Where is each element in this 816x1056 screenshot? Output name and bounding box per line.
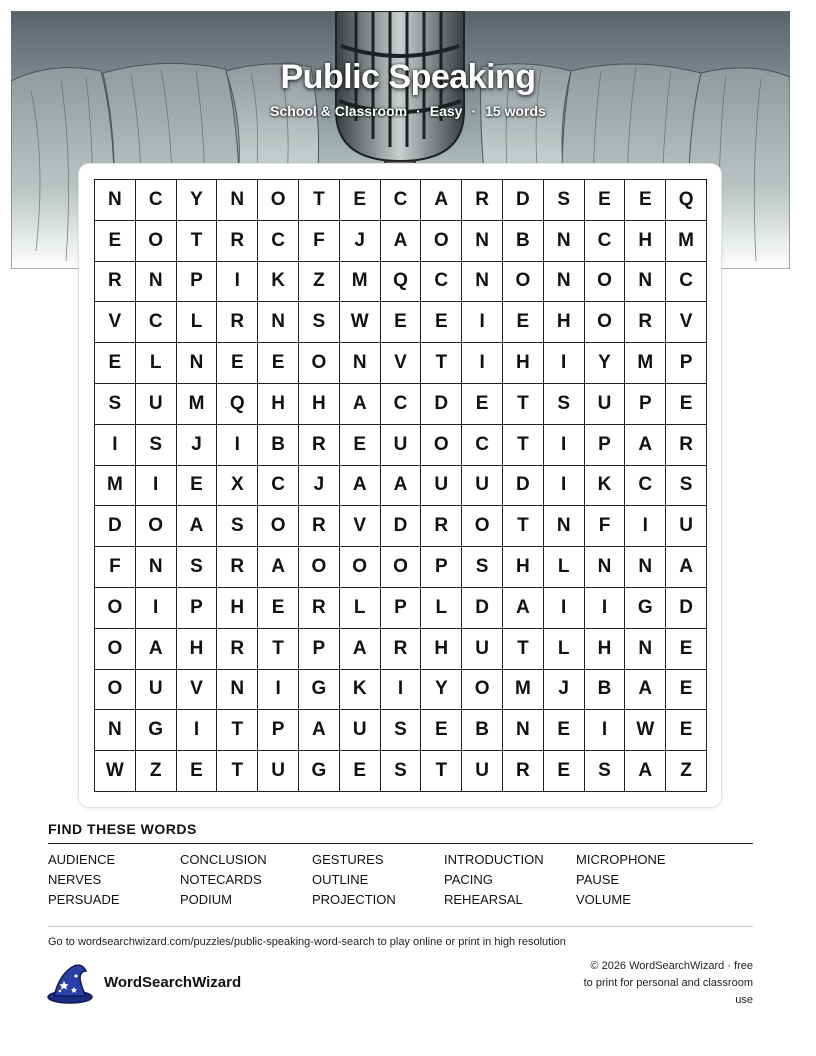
grid-cell[interactable]: P xyxy=(177,588,218,629)
word-count-label: 15 words xyxy=(485,103,546,119)
grid-cell[interactable]: O xyxy=(340,547,381,588)
grid-cell[interactable]: T xyxy=(503,506,544,547)
word-list-item: CONCLUSION xyxy=(180,852,267,867)
grid-cell[interactable]: P xyxy=(299,629,340,670)
grid-cell[interactable]: E xyxy=(666,629,707,670)
grid-cell[interactable]: P xyxy=(177,262,218,303)
grid-cell[interactable]: R xyxy=(421,506,462,547)
grid-cell[interactable]: T xyxy=(177,221,218,262)
grid-cell[interactable]: Z xyxy=(136,751,177,792)
grid-cell[interactable]: C xyxy=(462,425,503,466)
grid-cell[interactable]: Y xyxy=(585,343,626,384)
grid-cell[interactable]: B xyxy=(585,670,626,711)
find-words-heading: FIND THESE WORDS xyxy=(48,821,197,837)
grid-cell[interactable]: N xyxy=(217,670,258,711)
grid-cell[interactable]: V xyxy=(95,302,136,343)
grid-cell[interactable]: C xyxy=(381,180,422,221)
grid-cell[interactable]: R xyxy=(217,221,258,262)
grid-cell[interactable]: S xyxy=(95,384,136,425)
grid-cell[interactable]: A xyxy=(299,710,340,751)
grid-cell[interactable]: E xyxy=(503,302,544,343)
grid-cell[interactable]: R xyxy=(462,180,503,221)
grid-cell[interactable]: S xyxy=(462,547,503,588)
grid-cell[interactable]: E xyxy=(258,588,299,629)
grid-cell[interactable]: E xyxy=(544,710,585,751)
word-list-item: NERVES xyxy=(48,872,102,887)
grid-cell[interactable]: J xyxy=(299,466,340,507)
grid-cell[interactable]: A xyxy=(340,629,381,670)
grid-cell[interactable]: I xyxy=(585,588,626,629)
grid-cell[interactable]: Y xyxy=(177,180,218,221)
puzzle-meta xyxy=(0,103,816,119)
grid-cell[interactable]: W xyxy=(95,751,136,792)
grid-cell[interactable]: K xyxy=(585,466,626,507)
grid-cell[interactable]: S xyxy=(544,180,585,221)
letter-grid[interactable] xyxy=(94,179,707,792)
grid-cell[interactable]: H xyxy=(544,302,585,343)
grid-cell[interactable]: K xyxy=(340,670,381,711)
grid-cell[interactable]: I xyxy=(136,588,177,629)
grid-cell[interactable]: V xyxy=(666,302,707,343)
grid-cell[interactable]: O xyxy=(585,262,626,303)
grid-cell[interactable]: C xyxy=(381,384,422,425)
grid-cell[interactable]: F xyxy=(95,547,136,588)
grid-cell[interactable]: I xyxy=(544,343,585,384)
grid-cell[interactable]: N xyxy=(462,262,503,303)
grid-cell[interactable]: L xyxy=(136,343,177,384)
grid-cell[interactable]: H xyxy=(503,343,544,384)
grid-cell[interactable]: E xyxy=(177,751,218,792)
grid-cell[interactable]: A xyxy=(381,221,422,262)
grid-cell[interactable]: J xyxy=(544,670,585,711)
grid-cell[interactable]: M xyxy=(177,384,218,425)
grid-cell[interactable]: O xyxy=(95,670,136,711)
grid-cell[interactable]: O xyxy=(95,588,136,629)
grid-cell[interactable]: H xyxy=(503,547,544,588)
word-list-item: PACING xyxy=(444,872,493,887)
grid-cell[interactable]: G xyxy=(299,670,340,711)
grid-cell[interactable]: S xyxy=(381,710,422,751)
grid-cell[interactable]: Q xyxy=(666,180,707,221)
grid-cell[interactable]: I xyxy=(217,262,258,303)
grid-cell[interactable]: C xyxy=(258,221,299,262)
grid-cell[interactable]: E xyxy=(421,302,462,343)
grid-cell[interactable]: V xyxy=(340,506,381,547)
grid-cell[interactable]: H xyxy=(217,588,258,629)
grid-cell[interactable]: S xyxy=(544,384,585,425)
grid-cell[interactable]: I xyxy=(462,343,503,384)
grid-cell[interactable]: O xyxy=(585,302,626,343)
grid-cell[interactable]: S xyxy=(585,751,626,792)
grid-cell[interactable]: N xyxy=(95,710,136,751)
grid-cell[interactable]: U xyxy=(421,466,462,507)
word-list-item: REHEARSAL xyxy=(444,892,523,907)
grid-cell[interactable]: S xyxy=(666,466,707,507)
grid-cell[interactable]: D xyxy=(462,588,503,629)
grid-cell[interactable]: U xyxy=(340,710,381,751)
grid-cell[interactable]: D xyxy=(503,466,544,507)
word-list-item: OUTLINE xyxy=(312,872,369,887)
grid-cell[interactable]: H xyxy=(299,384,340,425)
grid-cell[interactable]: U xyxy=(462,751,503,792)
grid-cell[interactable]: A xyxy=(340,384,381,425)
grid-cell[interactable]: R xyxy=(217,629,258,670)
divider xyxy=(48,843,753,844)
grid-cell[interactable]: B xyxy=(503,221,544,262)
grid-cell[interactable]: G xyxy=(136,710,177,751)
grid-cell[interactable]: I xyxy=(136,466,177,507)
grid-cell[interactable]: U xyxy=(462,466,503,507)
grid-cell[interactable]: Q xyxy=(381,262,422,303)
grid-cell[interactable]: A xyxy=(625,425,666,466)
grid-cell[interactable]: N xyxy=(503,710,544,751)
grid-cell[interactable]: O xyxy=(95,629,136,670)
grid-cell[interactable]: E xyxy=(666,670,707,711)
grid-cell[interactable]: I xyxy=(95,425,136,466)
grid-cell[interactable]: O xyxy=(503,262,544,303)
grid-cell[interactable]: E xyxy=(340,751,381,792)
grid-cell[interactable]: O xyxy=(258,506,299,547)
grid-cell[interactable]: W xyxy=(625,710,666,751)
word-list-item: GESTURES xyxy=(312,852,384,867)
grid-cell[interactable]: O xyxy=(258,180,299,221)
grid-cell[interactable]: T xyxy=(421,751,462,792)
grid-cell[interactable]: I xyxy=(544,466,585,507)
grid-cell[interactable]: U xyxy=(585,384,626,425)
grid-cell[interactable]: L xyxy=(544,547,585,588)
grid-cell[interactable]: R xyxy=(299,425,340,466)
grid-cell[interactable]: T xyxy=(217,751,258,792)
grid-cell[interactable]: H xyxy=(177,629,218,670)
grid-cell[interactable]: Y xyxy=(421,670,462,711)
grid-cell[interactable]: I xyxy=(177,710,218,751)
grid-cell[interactable]: E xyxy=(462,384,503,425)
word-list-item: PODIUM xyxy=(180,892,232,907)
grid-cell[interactable]: N xyxy=(136,262,177,303)
grid-cell[interactable]: I xyxy=(217,425,258,466)
grid-cell[interactable]: F xyxy=(585,506,626,547)
grid-cell[interactable]: C xyxy=(666,262,707,303)
wizard-hat-icon xyxy=(46,963,94,1010)
grid-cell[interactable]: Z xyxy=(666,751,707,792)
grid-cell[interactable]: V xyxy=(177,670,218,711)
grid-cell[interactable]: D xyxy=(381,506,422,547)
grid-cell[interactable]: U xyxy=(136,670,177,711)
word-list-item: AUDIENCE xyxy=(48,852,116,867)
grid-cell[interactable]: T xyxy=(217,710,258,751)
grid-cell[interactable]: O xyxy=(299,547,340,588)
grid-cell[interactable]: E xyxy=(585,180,626,221)
grid-cell[interactable]: O xyxy=(136,221,177,262)
grid-cell[interactable]: L xyxy=(340,588,381,629)
grid-cell[interactable]: W xyxy=(340,302,381,343)
grid-cell[interactable]: I xyxy=(462,302,503,343)
grid-cell[interactable]: E xyxy=(340,425,381,466)
grid-cell[interactable]: R xyxy=(381,629,422,670)
grid-cell[interactable]: R xyxy=(217,302,258,343)
grid-cell[interactable]: A xyxy=(625,751,666,792)
grid-cell[interactable]: R xyxy=(666,425,707,466)
grid-cell[interactable]: P xyxy=(381,588,422,629)
grid-cell[interactable]: E xyxy=(95,343,136,384)
grid-cell[interactable]: E xyxy=(421,710,462,751)
grid-cell[interactable]: E xyxy=(625,180,666,221)
grid-cell[interactable]: A xyxy=(625,670,666,711)
grid-cell[interactable]: O xyxy=(421,221,462,262)
grid-cell[interactable]: O xyxy=(421,425,462,466)
separator-dot: · xyxy=(416,103,421,119)
word-list-item: PERSUADE xyxy=(48,892,120,907)
grid-cell[interactable]: I xyxy=(544,425,585,466)
word-list-item: NOTECARDS xyxy=(180,872,262,887)
grid-cell[interactable]: E xyxy=(544,751,585,792)
difficulty-label: Easy xyxy=(429,103,463,119)
grid-cell[interactable]: J xyxy=(177,425,218,466)
grid-cell[interactable]: E xyxy=(340,180,381,221)
grid-cell[interactable]: I xyxy=(381,670,422,711)
grid-cell[interactable]: D xyxy=(503,180,544,221)
copyright-note: © 2026 WordSearchWizard · free to print for personal and classroom use xyxy=(583,960,753,1006)
grid-cell[interactable]: N xyxy=(544,221,585,262)
grid-cell[interactable]: K xyxy=(258,262,299,303)
grid-cell[interactable]: H xyxy=(585,629,626,670)
grid-cell[interactable]: A xyxy=(666,547,707,588)
grid-cell[interactable]: C xyxy=(136,302,177,343)
grid-cell[interactable]: U xyxy=(136,384,177,425)
grid-cell[interactable]: P xyxy=(625,384,666,425)
grid-cell[interactable]: T xyxy=(299,180,340,221)
grid-cell[interactable]: Z xyxy=(299,262,340,303)
grid-cell[interactable]: V xyxy=(381,343,422,384)
grid-cell[interactable]: T xyxy=(503,629,544,670)
grid-cell[interactable]: J xyxy=(340,221,381,262)
grid-cell[interactable]: D xyxy=(95,506,136,547)
word-list-item: MICROPHONE xyxy=(576,852,666,867)
grid-cell[interactable]: P xyxy=(421,547,462,588)
grid-cell[interactable]: I xyxy=(585,710,626,751)
word-list-item: PROJECTION xyxy=(312,892,396,907)
grid-cell[interactable]: A xyxy=(421,180,462,221)
grid-cell[interactable]: S xyxy=(381,751,422,792)
grid-cell[interactable]: L xyxy=(421,588,462,629)
grid-cell[interactable]: U xyxy=(381,425,422,466)
grid-cell[interactable]: A xyxy=(340,466,381,507)
grid-cell[interactable]: E xyxy=(177,466,218,507)
grid-cell[interactable]: B xyxy=(258,425,299,466)
page-title: Public Speaking xyxy=(280,58,536,96)
grid-cell[interactable]: N xyxy=(462,221,503,262)
grid-cell[interactable]: M xyxy=(340,262,381,303)
word-list xyxy=(48,852,753,908)
grid-cell[interactable]: P xyxy=(258,710,299,751)
grid-cell[interactable]: C xyxy=(258,466,299,507)
grid-cell[interactable]: T xyxy=(421,343,462,384)
grid-cell[interactable]: A xyxy=(136,629,177,670)
grid-cell[interactable]: M xyxy=(503,670,544,711)
grid-cell[interactable]: N xyxy=(258,302,299,343)
grid-cell[interactable]: I xyxy=(544,588,585,629)
grid-cell[interactable]: N xyxy=(340,343,381,384)
grid-cell[interactable]: R xyxy=(625,302,666,343)
grid-cell[interactable]: E xyxy=(666,710,707,751)
grid-cell[interactable]: L xyxy=(177,302,218,343)
grid-cell[interactable]: R xyxy=(299,506,340,547)
grid-cell[interactable]: G xyxy=(299,751,340,792)
grid-cell[interactable]: T xyxy=(503,384,544,425)
separator-dot: · xyxy=(471,103,477,119)
grid-cell[interactable]: P xyxy=(585,425,626,466)
grid-cell[interactable]: G xyxy=(625,588,666,629)
grid-cell[interactable]: O xyxy=(381,547,422,588)
grid-cell[interactable]: N xyxy=(544,262,585,303)
grid-cell[interactable]: R xyxy=(217,547,258,588)
grid-cell[interactable]: N xyxy=(585,547,626,588)
grid-cell[interactable]: D xyxy=(666,588,707,629)
grid-cell[interactable]: O xyxy=(299,343,340,384)
grid-cell[interactable]: E xyxy=(217,343,258,384)
word-list-item: VOLUME xyxy=(576,892,631,907)
grid-cell[interactable]: H xyxy=(258,384,299,425)
grid-cell[interactable]: P xyxy=(666,343,707,384)
grid-cell[interactable]: E xyxy=(95,221,136,262)
grid-cell[interactable]: S xyxy=(177,547,218,588)
grid-cell[interactable]: A xyxy=(177,506,218,547)
grid-cell[interactable]: N xyxy=(625,629,666,670)
grid-cell[interactable]: N xyxy=(136,547,177,588)
grid-cell[interactable]: R xyxy=(95,262,136,303)
grid-cell[interactable]: A xyxy=(258,547,299,588)
grid-cell[interactable]: O xyxy=(462,670,503,711)
grid-cell[interactable]: I xyxy=(258,670,299,711)
grid-cell[interactable]: C xyxy=(136,180,177,221)
grid-cell[interactable]: F xyxy=(299,221,340,262)
grid-cell[interactable]: M xyxy=(625,343,666,384)
grid-cell[interactable]: U xyxy=(666,506,707,547)
grid-cell[interactable]: T xyxy=(258,629,299,670)
brand-name: WordSearchWizard xyxy=(104,974,242,991)
grid-cell[interactable]: E xyxy=(666,384,707,425)
grid-cell[interactable]: N xyxy=(625,547,666,588)
grid-cell[interactable]: T xyxy=(503,425,544,466)
grid-cell[interactable]: M xyxy=(95,466,136,507)
grid-cell[interactable]: Q xyxy=(217,384,258,425)
grid-cell[interactable]: S xyxy=(217,506,258,547)
divider xyxy=(48,926,753,927)
grid-cell[interactable]: R xyxy=(299,588,340,629)
grid-cell[interactable]: I xyxy=(625,506,666,547)
grid-cell[interactable]: H xyxy=(421,629,462,670)
grid-cell[interactable]: M xyxy=(666,221,707,262)
grid-cell[interactable]: D xyxy=(421,384,462,425)
grid-cell[interactable]: L xyxy=(544,629,585,670)
grid-cell[interactable]: E xyxy=(381,302,422,343)
grid-cell[interactable]: N xyxy=(625,262,666,303)
grid-cell[interactable]: A xyxy=(503,588,544,629)
grid-cell[interactable]: B xyxy=(462,710,503,751)
grid-cell[interactable]: E xyxy=(258,343,299,384)
category-label: School & Classroom xyxy=(270,103,408,119)
grid-cell[interactable]: R xyxy=(503,751,544,792)
grid-cell[interactable]: A xyxy=(381,466,422,507)
grid-cell[interactable]: N xyxy=(544,506,585,547)
grid-cell[interactable]: S xyxy=(136,425,177,466)
word-list-item: PAUSE xyxy=(576,872,620,887)
grid-cell[interactable]: U xyxy=(258,751,299,792)
grid-cell[interactable]: O xyxy=(136,506,177,547)
url-note: Go to wordsearchwizard.com/puzzles/public-speaking-word-search to play online or print in high resolution xyxy=(48,936,566,948)
grid-cell[interactable]: C xyxy=(585,221,626,262)
grid-cell[interactable]: N xyxy=(177,343,218,384)
grid-cell[interactable]: N xyxy=(217,180,258,221)
grid-cell[interactable]: C xyxy=(625,466,666,507)
grid-cell[interactable]: S xyxy=(299,302,340,343)
grid-cell[interactable]: U xyxy=(462,629,503,670)
grid-cell[interactable]: X xyxy=(217,466,258,507)
word-list-item: INTRODUCTION xyxy=(444,852,544,867)
grid-cell[interactable]: N xyxy=(95,180,136,221)
grid-cell[interactable]: C xyxy=(421,262,462,303)
grid-cell[interactable]: H xyxy=(625,221,666,262)
grid-cell[interactable]: O xyxy=(462,506,503,547)
